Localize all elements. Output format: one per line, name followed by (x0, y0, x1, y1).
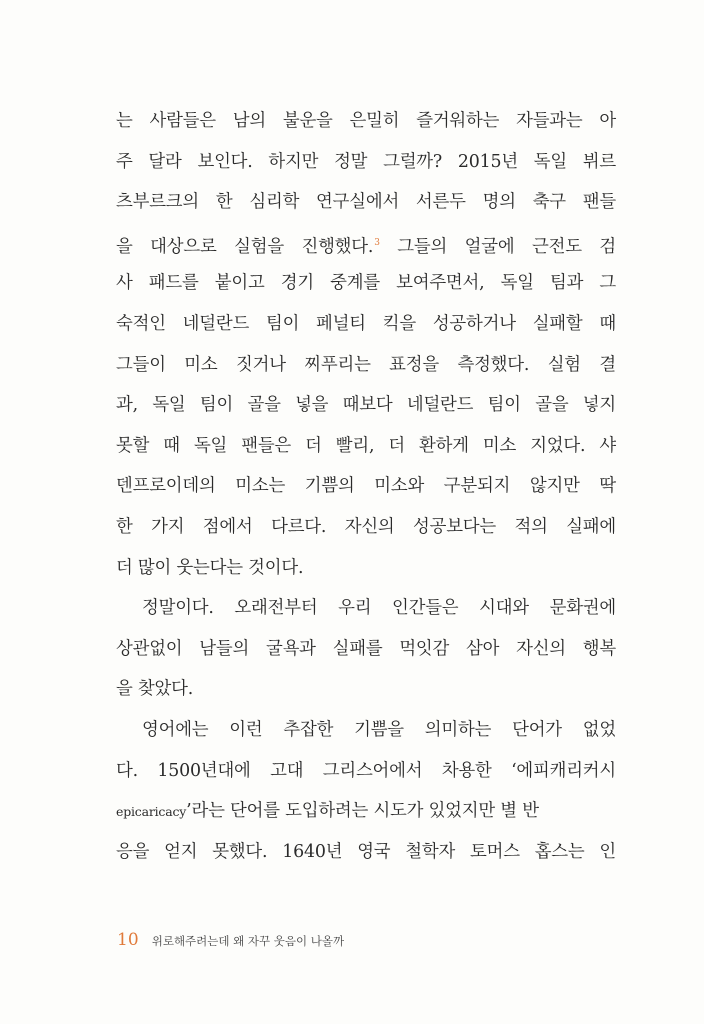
page-number: 10 (117, 930, 139, 950)
text-segment: 그들의 얼굴에 근전도 검 (379, 236, 616, 257)
text-line (116, 791, 616, 832)
text-line: 응을 얻지 못했다. 1640년 영국 철학자 토머스 홉스는 인 (116, 841, 616, 862)
text-line: 못할 때 독일 팬들은 더 빨리, 더 환하게 미소 지었다. 샤 (116, 435, 616, 456)
footnote-marker: 3 (374, 237, 380, 248)
text-line: 을 찾았다. (116, 679, 194, 700)
text-line: 주 달라 보인다. 하지만 정말 그럴까? 2015년 독일 뷔르 (116, 151, 616, 172)
text-line: 다. 1500년대에 고대 그리스어에서 차용한 ‘에피캐리커시 (116, 760, 616, 781)
text-line: 더 많이 웃는다는 것이다. (116, 557, 304, 578)
text-line: 덴프로이데의 미소는 기쁨의 미소와 구분되지 않지만 딱 (116, 476, 616, 497)
paragraph-first-line: 정말이다. 오래전부터 우리 인간들은 시대와 문화권에 (142, 598, 616, 619)
page-footer (117, 928, 344, 952)
paragraph-first-line: 영어에는 이런 추잡한 기쁨을 의미하는 단어가 없었 (142, 719, 616, 740)
text-line: 그들이 미소 짓거나 찌푸리는 표정을 측정했다. 실험 결 (116, 354, 616, 375)
text-line: 사 패드를 붙이고 경기 중계를 보여주면서, 독일 팀과 그 (116, 273, 616, 294)
body-text (116, 101, 616, 872)
text-line (116, 223, 616, 264)
text-segment: ’라는 단어를 도입하려는 시도가 있었지만 별 반 (186, 801, 539, 822)
text-segment: 을 대상으로 실험을 진행했다. (116, 236, 374, 257)
text-line: 한 가지 점에서 다르다. 자신의 성공보다는 적의 실패에 (116, 516, 616, 537)
text-line: 과, 독일 팀이 골을 넣을 때보다 네덜란드 팀이 골을 넣지 (116, 395, 616, 416)
text-line: 숙적인 네덜란드 팀이 페널티 킥을 성공하거나 실패할 때 (116, 313, 616, 334)
running-title: 위로해주려는데 왜 자꾸 웃음이 나올까 (151, 934, 345, 948)
text-line: 는 사람들은 남의 불운을 은밀히 즐거워하는 자들과는 아 (116, 111, 616, 131)
latin-term: epicaricacy (116, 804, 187, 820)
text-line: 상관없이 남들의 굴욕과 실패를 먹잇감 삼아 자신의 행복 (116, 638, 616, 659)
text-line: 츠부르크의 한 심리학 연구실에서 서른두 명의 축구 팬들 (116, 192, 616, 213)
